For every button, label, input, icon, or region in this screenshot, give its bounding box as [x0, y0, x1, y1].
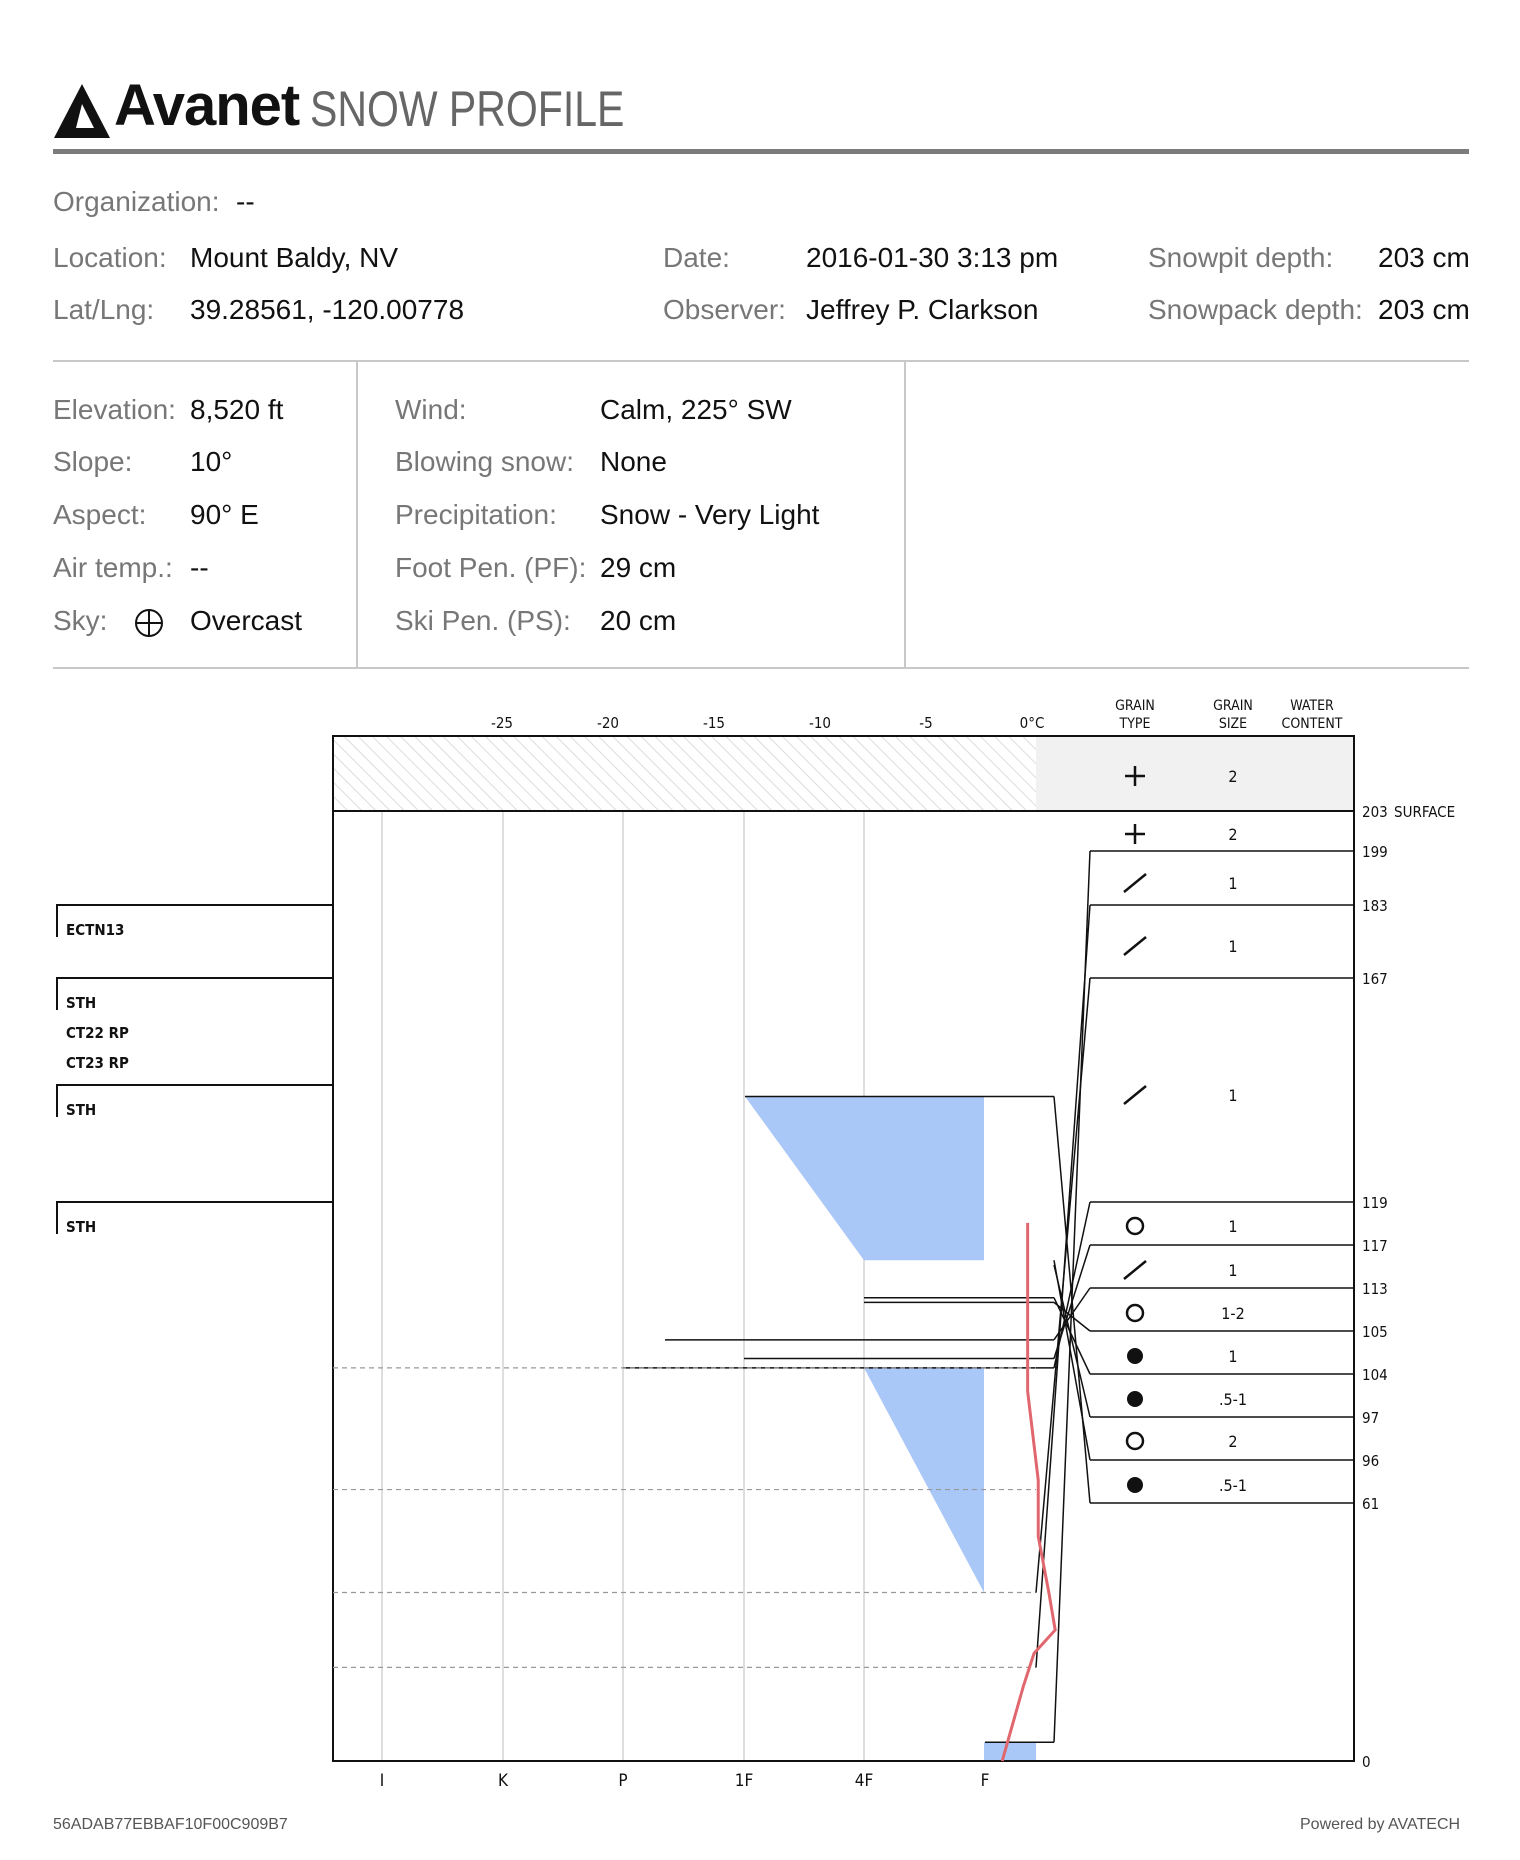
depth-label: 199: [1362, 843, 1388, 861]
hardness-bar: [984, 1742, 1036, 1761]
precipitation-label: Precipitation:: [395, 499, 557, 530]
latlng-label: Lat/Lng:: [53, 294, 155, 325]
temperature-line: [1002, 1223, 1055, 1761]
divider: [53, 667, 1469, 669]
header-rule: [53, 149, 1469, 154]
depth-connector: [1036, 978, 1090, 1593]
test-label: STH: [66, 994, 97, 1012]
grain-size-label: 2: [1228, 1432, 1238, 1451]
sky-label: Sky:: [53, 605, 108, 636]
test-bracket: [57, 978, 333, 1010]
column-header: CONTENT: [1281, 716, 1343, 732]
column-header: SIZE: [1218, 716, 1248, 732]
temp-tick-label: -20: [596, 714, 620, 732]
hardness-tick-label: K: [497, 1771, 509, 1791]
elevation-label: Elevation:: [53, 394, 176, 425]
temp-tick-label: -10: [808, 714, 832, 732]
depth-label: 105: [1362, 1323, 1388, 1341]
air-temp-value: --: [190, 552, 209, 583]
brand-subtitle: SNOW PROFILE: [310, 81, 625, 137]
hardness-tick-label: 1F: [734, 1771, 754, 1791]
location-label: Location:: [53, 242, 167, 273]
depth-label: 97: [1362, 1409, 1380, 1427]
grain-dot-icon: [1127, 1391, 1143, 1407]
depth-label: 167: [1362, 970, 1388, 988]
foot-pen-value: 29 cm: [600, 552, 677, 583]
blowing-snow-value: None: [600, 446, 667, 477]
location-value: Mount Baldy, NV: [190, 242, 399, 273]
divider: [53, 360, 1469, 362]
organization-label: Organization:: [53, 186, 220, 217]
grain-size-label: 1: [1228, 874, 1238, 893]
temp-tick-label: -25: [490, 714, 514, 732]
hardness-bar: [745, 1096, 984, 1260]
depth-label: 96: [1362, 1452, 1380, 1470]
depth-label: 61: [1362, 1495, 1380, 1513]
snowpack-depth-label: Snowpack depth:: [1148, 294, 1363, 325]
organization-value: --: [236, 186, 255, 217]
grain-slash-icon: [1124, 1086, 1146, 1104]
aspect-label: Aspect:: [53, 499, 147, 530]
test-bracket: [57, 1202, 333, 1234]
test-label: ECTN13: [66, 921, 125, 939]
ski-pen-value: 20 cm: [600, 605, 677, 636]
hardness-tick-label: P: [618, 1771, 628, 1791]
grain-slash-icon: [1124, 1261, 1146, 1279]
grain-size-label: .5-1: [1218, 1390, 1248, 1409]
depth-label: 183: [1362, 897, 1388, 915]
blowing-snow-label: Blowing snow:: [395, 446, 574, 477]
grain-size-label: 2: [1228, 767, 1238, 786]
observer-value: Jeffrey P. Clarkson: [806, 294, 1039, 325]
test-label: STH: [66, 1218, 97, 1236]
brand-name: Avanet: [114, 73, 300, 138]
grain-size-label: 1: [1228, 1217, 1238, 1236]
column-header: WATER: [1290, 698, 1334, 714]
chart-frame: [333, 736, 1354, 1761]
snowpack-depth-value: 203 cm: [1378, 294, 1470, 325]
column-header: TYPE: [1119, 716, 1151, 732]
grain-size-label: 1: [1228, 1086, 1238, 1105]
test-label: STH: [66, 1101, 97, 1119]
test-label: CT22 RP: [66, 1024, 129, 1042]
depth-label: 0: [1362, 1753, 1371, 1771]
surface-cell: [1036, 736, 1354, 811]
overcast-sky-icon: [133, 607, 165, 639]
grain-circle-icon: [1127, 1218, 1143, 1234]
grain-slash-icon: [1124, 937, 1146, 955]
wind-value: Calm, 225° SW: [600, 394, 792, 425]
temp-tick-label: -5: [919, 714, 933, 732]
depth-label: 203: [1362, 803, 1388, 821]
avanet-logo-icon: [52, 82, 112, 140]
slope-value: 10°: [190, 446, 233, 477]
column-header: GRAIN: [1115, 698, 1155, 714]
depth-label: 119: [1362, 1194, 1388, 1212]
grain-dot-icon: [1127, 1348, 1143, 1364]
snowpit-depth-label: Snowpit depth:: [1148, 242, 1334, 273]
grain-dot-icon: [1127, 1477, 1143, 1493]
snow-profile-chart: [0, 690, 1520, 1850]
divider: [904, 362, 906, 668]
surface-label: SURFACE: [1394, 803, 1456, 821]
grain-size-label: 1-2: [1221, 1304, 1245, 1323]
date-label: Date:: [663, 242, 730, 273]
grain-size-label: 1: [1228, 1261, 1238, 1280]
grain-size-label: .5-1: [1218, 1476, 1248, 1495]
aspect-value: 90° E: [190, 499, 259, 530]
test-bracket: [57, 1085, 333, 1117]
temp-tick-label: 0°C: [1019, 714, 1045, 732]
temp-tick-label: -15: [702, 714, 726, 732]
grain-slash-icon: [1124, 874, 1146, 892]
sky-value: Overcast: [190, 605, 303, 636]
powered-by: Powered by AVATECH: [1300, 1816, 1461, 1833]
air-temp-label: Air temp.:: [53, 552, 173, 583]
hardness-tick-label: 4F: [854, 1771, 874, 1791]
elevation-value: 8,520 ft: [190, 394, 284, 425]
grain-size-label: 1: [1228, 1347, 1238, 1366]
depth-label: 104: [1362, 1366, 1388, 1384]
depth-label: 117: [1362, 1237, 1388, 1255]
grain-size-label: 1: [1228, 937, 1238, 956]
document-id: 56ADAB77EBBAF10F00C909B7: [53, 1816, 288, 1833]
date-value: 2016-01-30 3:13 pm: [806, 242, 1059, 273]
latlng-value: 39.28561, -120.00778: [190, 294, 465, 325]
hardness-tick-label: F: [980, 1771, 990, 1791]
foot-pen-label: Foot Pen. (PF):: [395, 552, 587, 583]
grain-circle-icon: [1127, 1305, 1143, 1321]
observer-label: Observer:: [663, 294, 786, 325]
test-label: CT23 RP: [66, 1054, 129, 1072]
column-header: GRAIN: [1213, 698, 1253, 714]
ski-pen-label: Ski Pen. (PS):: [395, 605, 571, 636]
grain-circle-icon: [1127, 1433, 1143, 1449]
depth-label: 113: [1362, 1280, 1388, 1298]
hardness-tick-label: I: [379, 1771, 385, 1791]
hardness-bar: [864, 1368, 984, 1593]
hatch-area: [333, 736, 1036, 811]
snowpit-depth-value: 203 cm: [1378, 242, 1470, 273]
precipitation-value: Snow - Very Light: [600, 499, 820, 530]
grain-size-label: 2: [1228, 825, 1238, 844]
wind-label: Wind:: [395, 394, 467, 425]
divider: [356, 362, 358, 668]
slope-label: Slope:: [53, 446, 133, 477]
